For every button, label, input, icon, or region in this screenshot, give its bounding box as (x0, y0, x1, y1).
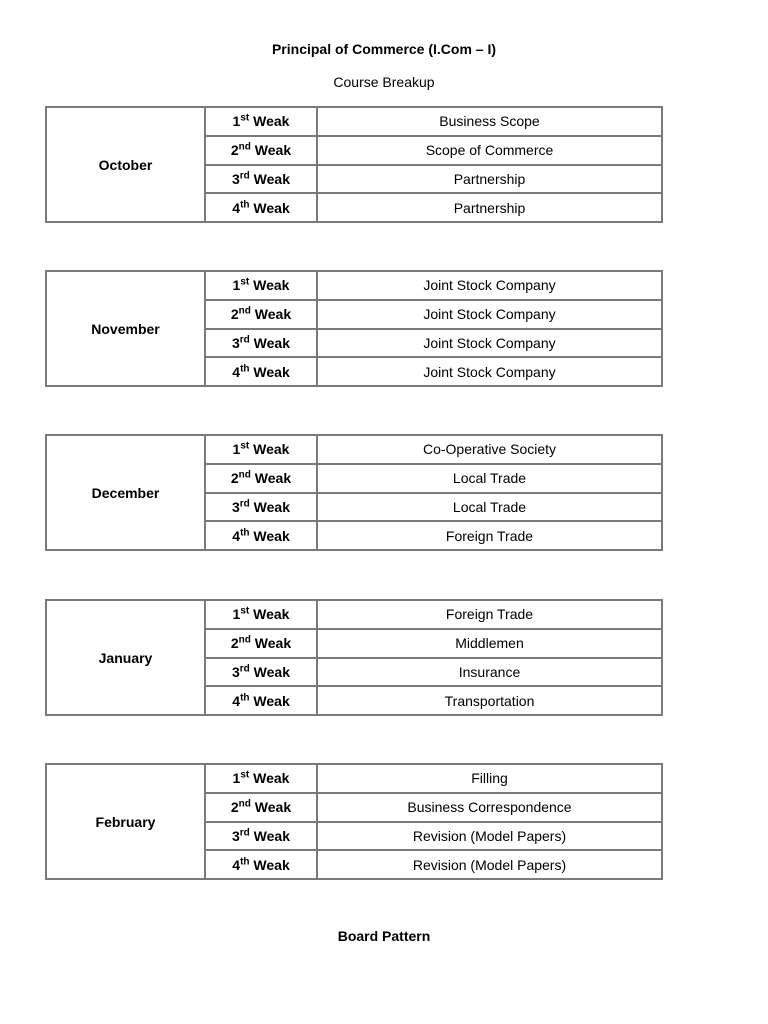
topic-cell: Business Correspondence (317, 793, 662, 822)
topic-cell: Revision (Model Papers) (317, 850, 662, 879)
topic-cell: Local Trade (317, 464, 662, 493)
topic-cell: Joint Stock Company (317, 357, 662, 386)
month-name: October (46, 107, 205, 222)
week-label: 4th Weak (205, 357, 317, 386)
week-label: 2nd Weak (205, 300, 317, 329)
table-row (46, 600, 662, 629)
topic-cell: Foreign Trade (317, 600, 662, 629)
topic-cell: Co-Operative Society (317, 435, 662, 464)
month-table-october (45, 106, 663, 223)
topic-cell: Business Scope (317, 107, 662, 136)
week-label: 1st Weak (205, 107, 317, 136)
topic-cell: Revision (Model Papers) (317, 822, 662, 851)
month-table-january (45, 599, 663, 716)
month-name: February (46, 764, 205, 879)
week-label: 3rd Weak (205, 329, 317, 358)
week-label: 4th Weak (205, 521, 317, 550)
week-label: 2nd Weak (205, 793, 317, 822)
topic-cell: Joint Stock Company (317, 271, 662, 300)
week-label: 1st Weak (205, 435, 317, 464)
month-name: November (46, 271, 205, 386)
topic-cell: Middlemen (317, 629, 662, 658)
month-table-november (45, 270, 663, 387)
week-label: 2nd Weak (205, 464, 317, 493)
document-subtitle: Course Breakup (333, 74, 435, 90)
month-name: December (46, 435, 205, 550)
week-label: 2nd Weak (205, 629, 317, 658)
topic-cell: Joint Stock Company (317, 329, 662, 358)
topic-cell: Insurance (317, 658, 662, 687)
week-label: 1st Weak (205, 764, 317, 793)
table-row (46, 435, 662, 464)
table-row (46, 271, 662, 300)
table-row (46, 764, 662, 793)
month-table-february (45, 763, 663, 880)
topic-cell: Joint Stock Company (317, 300, 662, 329)
table-row (46, 107, 662, 136)
topic-cell: Filling (317, 764, 662, 793)
topic-cell: Partnership (317, 165, 662, 194)
document-title: Principal of Commerce (I.Com – I) (271, 41, 497, 57)
topic-cell: Partnership (317, 193, 662, 222)
week-label: 2nd Weak (205, 136, 317, 165)
week-label: 4th Weak (205, 686, 317, 715)
topic-cell: Transportation (317, 686, 662, 715)
month-name: January (46, 600, 205, 715)
topic-cell: Local Trade (317, 493, 662, 522)
week-label: 3rd Weak (205, 165, 317, 194)
topic-cell: Scope of Commerce (317, 136, 662, 165)
week-label: 1st Weak (205, 600, 317, 629)
week-label: 3rd Weak (205, 493, 317, 522)
topic-cell: Foreign Trade (317, 521, 662, 550)
month-table-december (45, 434, 663, 551)
week-label: 3rd Weak (205, 822, 317, 851)
board-pattern-heading: Board Pattern (337, 928, 431, 944)
week-label: 4th Weak (205, 193, 317, 222)
week-label: 1st Weak (205, 271, 317, 300)
week-label: 3rd Weak (205, 658, 317, 687)
week-label: 4th Weak (205, 850, 317, 879)
